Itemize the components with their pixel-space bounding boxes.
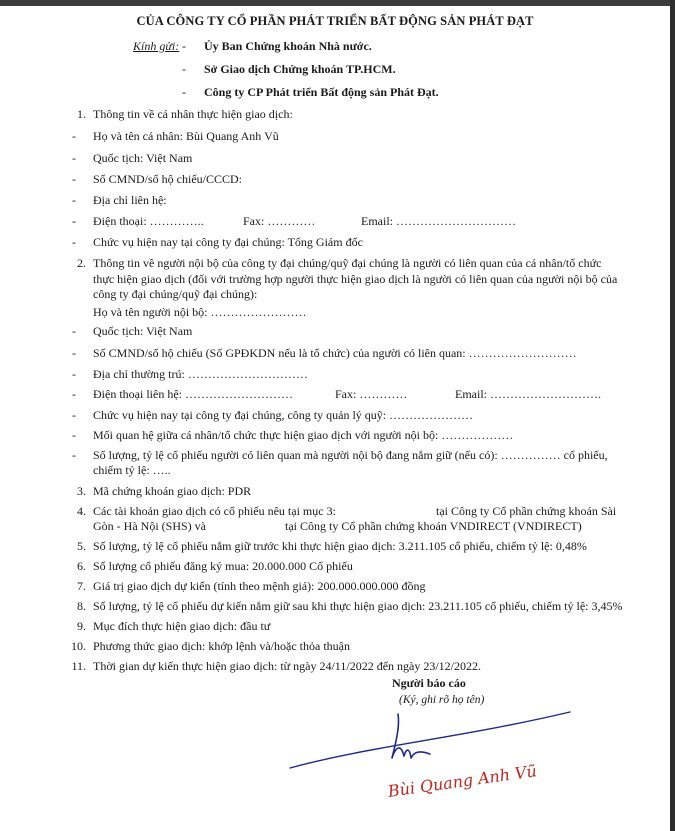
individual-email: Email: ………………………… — [361, 214, 516, 228]
item-4-line-1b: tại Công ty Cổ phần chứng khoán Sài — [436, 504, 617, 518]
bullet-dash: - — [72, 172, 76, 186]
item-10-number: 10. — [71, 639, 86, 653]
item-4-line-1a: Các tài khoản giao dịch có cổ phiếu nêu tại mục 3: — [93, 504, 336, 518]
bullet-dash: - — [72, 367, 76, 381]
item-7-text: Giá trị giao dịch dự kiến (tính theo mệnh giá): 200.000.000.000 đồng — [93, 579, 426, 593]
related-id: Số CMND/số hộ chiếu (Số GPĐKDN nếu là tổ chức) của người có liên quan: ……………………… — [93, 346, 577, 360]
bullet-dash: - — [72, 408, 76, 422]
bullet-dash: - — [72, 387, 76, 401]
related-nationality: Quốc tịch: Việt Nam — [93, 324, 193, 338]
individual-address: Địa chỉ liên hệ: — [93, 193, 167, 207]
recipient-1: - Ủy Ban Chứng khoán Nhà nước. — [182, 39, 372, 53]
related-phone: Điện thoại liên hệ: ……………………… — [93, 387, 293, 401]
bullet-dash: - — [72, 151, 76, 165]
item-11-number: 11. — [71, 659, 86, 673]
item-11-text: Thời gian dự kiến thực hiện giao dịch: từ ngày 24/11/2022 đến ngày 23/12/2022. — [93, 659, 482, 673]
item-4-line-2a: Gòn - Hà Nội (SHS) và — [93, 519, 206, 533]
bullet-dash: - — [72, 193, 76, 207]
item-6-number: 6. — [77, 559, 86, 573]
bullet-dash: - — [72, 235, 76, 249]
bullet-dash: - — [72, 129, 76, 143]
individual-name: Họ và tên cá nhân: Bùi Quang Anh Vũ — [93, 129, 279, 143]
document-title: CỦA CÔNG TY CỔ PHẦN PHÁT TRIỂN BẤT ĐỘNG SẢN PHÁT ĐẠT — [136, 14, 534, 28]
individual-fax: Fax: ………… — [243, 214, 316, 228]
item-3-number: 3. — [77, 484, 86, 498]
section-2-number: 2. — [77, 256, 86, 270]
item-6-text: Số lượng cổ phiếu đăng ký mua: 20.000.000 Cổ phiếu — [93, 559, 353, 573]
bullet-dash: - — [72, 428, 76, 442]
insider-name: Họ và tên người nội bộ: …………………… — [93, 305, 307, 319]
item-9-text: Mục đích thực hiện giao dịch: đầu tư — [93, 619, 271, 633]
item-10-text: Phương thức giao dịch: khớp lệnh và/hoặc thỏa thuận — [93, 639, 350, 653]
kinh-gui-label: Kính gửi: — [133, 39, 180, 53]
recipient-3: - Công ty CP Phát triển Bất động sản Phát Đạt. — [182, 85, 439, 99]
individual-id: Số CMND/số hộ chiếu/CCCD: — [93, 172, 243, 186]
related-address: Địa chỉ thường trú: ………………………… — [93, 367, 308, 381]
related-position: Chức vụ hiện nay tại công ty đại chúng, công ty quản lý quỹ: ………………… — [93, 408, 474, 422]
item-4-number: 4. — [77, 504, 86, 518]
related-relation: Mối quan hệ giữa cá nhân/tổ chức thực hiện giao dịch với người nội bộ: ……………… — [93, 428, 514, 442]
individual-position: Chức vụ hiện nay tại công ty đại chúng: Tổng Giám đốc — [93, 235, 363, 249]
section-2-heading-line-1: Thông tin về người nội bộ của công ty đại chúng/quỹ đại chúng là người có liên quan của cá nhân/tổ chức — [93, 256, 602, 270]
reporter-title: Người báo cáo — [392, 676, 466, 690]
section-2-heading-line-2: thực hiện giao dịch (đối với trường hợp người thực hiện giao dịch là người có liên quan của người nội bộ của — [93, 272, 618, 286]
reporter-name: Bùi Quang Anh Vũ — [386, 761, 538, 801]
recipient-2: - Sở Giao dịch Chứng khoán TP.HCM. — [182, 62, 396, 76]
item-4-line-2b: tại Công ty Cổ phần chứng khoán VNDIRECT (VNDIRECT) — [285, 519, 582, 533]
section-1-heading: Thông tin về cá nhân thực hiện giao dịch: — [93, 107, 293, 121]
item-8-number: 8. — [77, 599, 86, 613]
item-3-text: Mã chứng khoán giao dịch: PDR — [93, 484, 252, 498]
individual-phone: Điện thoại: ………….. — [93, 214, 204, 228]
bullet-dash: - — [72, 448, 76, 462]
reporter-instruction: (Ký, ghi rõ họ tên) — [399, 694, 485, 706]
item-5-number: 5. — [77, 539, 86, 553]
item-8-text: Số lượng, tỷ lệ cổ phiếu dự kiến nắm giữ sau khi thực hiện giao dịch: 23.211.105 cổ phiếu, chiếm tỷ lệ: 3,45% — [93, 599, 623, 613]
related-holdings-line-2: chiếm tỷ lệ: ….. — [93, 463, 171, 477]
bullet-dash: - — [72, 346, 76, 360]
item-7-number: 7. — [77, 579, 86, 593]
item-5-text: Số lượng, tỷ lệ cổ phiếu nắm giữ trước khi thực hiện giao dịch: 3.211.105 cổ phiếu, chiếm tỷ lệ: 0,48% — [93, 539, 587, 553]
bullet-dash: - — [72, 214, 76, 228]
related-email: Email: ………………………. — [455, 387, 601, 401]
scrollbar[interactable] — [670, 0, 675, 831]
related-holdings-line-1: Số lượng, tỷ lệ cổ phiếu người có liên quan mà người nội bộ đang nắm giữ (nếu có): …………… cổ phiếu, — [93, 448, 608, 462]
bullet-dash: - — [72, 324, 76, 338]
section-1-number: 1. — [77, 107, 86, 121]
individual-nationality: Quốc tịch: Việt Nam — [93, 151, 193, 165]
related-fax: Fax: ………… — [335, 387, 408, 401]
document-page — [0, 6, 670, 831]
item-9-number: 9. — [77, 619, 86, 633]
section-2-heading-line-3: công ty đại chúng/quỹ đại chúng): — [93, 287, 258, 301]
